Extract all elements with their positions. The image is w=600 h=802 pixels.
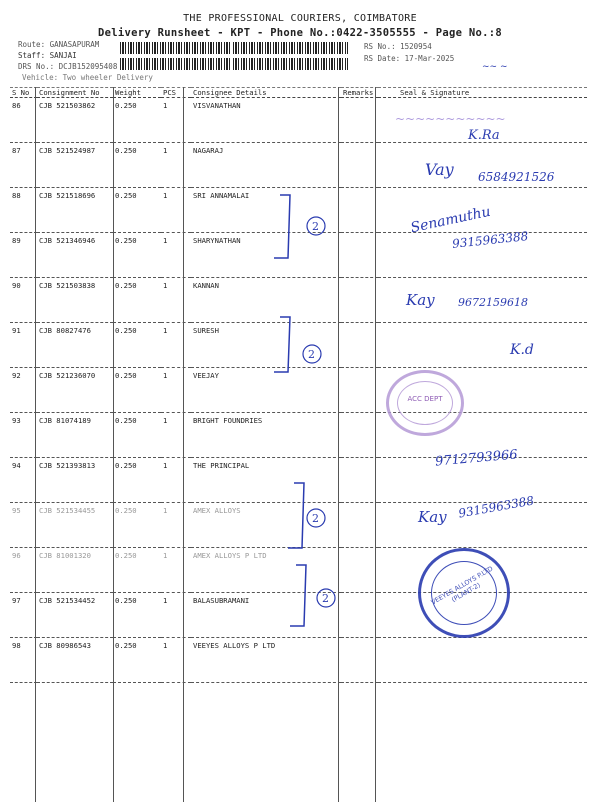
cell-weight: 0.250 [113, 548, 161, 593]
cell-seal-signature [378, 323, 587, 368]
cell-pcs: 1 [161, 368, 191, 413]
scribble-row86: ~~~~~~~~~~~ [395, 112, 506, 126]
cell-pcs: 1 [161, 548, 191, 593]
rs-date-label: RS Date: 17-Mar-2025 [364, 54, 455, 63]
bracket-mark-d [282, 560, 352, 635]
cell-sno: 96 [10, 548, 37, 593]
stamp-row98 [418, 548, 510, 638]
phone-row89: 9315963388 [451, 229, 529, 251]
circle-number-c: 2 [312, 512, 319, 525]
phone-row96: 9315963388 [457, 493, 535, 521]
runsheet-subtitle: Delivery Runsheet - KPT - Phone No.:0422-3505555 - Page No.:8 [98, 27, 502, 39]
col-weight: Weight [113, 88, 161, 98]
cell-remarks [341, 143, 378, 188]
cell-consignee: SURESH [191, 323, 341, 368]
col-pcs: PCS [161, 88, 191, 98]
drs-no-label: DRS No.: DCJB152095408 [18, 62, 118, 71]
cell-weight: 0.250 [113, 368, 161, 413]
cell-pcs: 1 [161, 413, 191, 458]
col-rule [338, 87, 339, 802]
cell-consignee: SRI ANNAMALAI [191, 188, 341, 233]
signature-row91: Kay [406, 291, 435, 309]
cell-remarks [341, 233, 378, 278]
cell-consignee: THE PRINCIPAL [191, 458, 341, 503]
rs-no-label: RS No.: 1520954 [364, 42, 432, 51]
cell-consignment: CJB 81001320 [37, 548, 113, 593]
table-header-row [10, 88, 587, 98]
stamp-row93 [386, 370, 464, 436]
signature-row92: K.d [510, 342, 534, 358]
cell-weight: 0.250 [113, 593, 161, 638]
signature-row86: K.Ra [468, 128, 500, 143]
cell-consignment: CJB 521503838 [37, 278, 113, 323]
cell-consignment: CJB 521236070 [37, 368, 113, 413]
col-rule [183, 87, 184, 802]
cell-sno: 88 [10, 188, 37, 233]
route-label: Route: GANASAPURAM [18, 40, 100, 49]
cell-sno: 95 [10, 503, 37, 548]
company-title: THE PROFESSIONAL COURIERS, COIMBATORE [183, 13, 417, 24]
cell-sno: 93 [10, 413, 37, 458]
cell-weight: 0.250 [113, 233, 161, 278]
cell-consignee: BRIGHT FOUNDRIES [191, 413, 341, 458]
cell-consignment: CJB 80827476 [37, 323, 113, 368]
cell-consignee: VEEJAY [191, 368, 341, 413]
vehicle-label: Vehicle: Two wheeler Delivery [22, 73, 153, 82]
cell-pcs: 1 [161, 458, 191, 503]
col-rule [113, 87, 114, 802]
cell-consignment: CJB 521503862 [37, 98, 113, 143]
cell-consignment: CJB 81074189 [37, 413, 113, 458]
col-rule [375, 87, 376, 802]
cell-remarks [341, 413, 378, 458]
col-sno: S No [10, 88, 37, 98]
cell-consignment: CJB 80986543 [37, 638, 113, 683]
cell-weight: 0.250 [113, 98, 161, 143]
cell-weight: 0.250 [113, 323, 161, 368]
bracket-mark-c [280, 478, 350, 558]
cell-weight: 0.250 [113, 458, 161, 503]
cell-weight: 0.250 [113, 413, 161, 458]
cell-weight: 0.250 [113, 188, 161, 233]
phone-row88: 6584921526 [478, 170, 555, 184]
cell-remarks [341, 323, 378, 368]
cell-consignment: CJB 521534455 [37, 503, 113, 548]
cell-sno: 92 [10, 368, 37, 413]
circle-number-b: 2 [308, 348, 315, 361]
barcode-3 [233, 42, 348, 54]
signature-row88: Vay [425, 160, 454, 179]
cell-pcs: 1 [161, 593, 191, 638]
cell-sno: 90 [10, 278, 37, 323]
stamp-row98-text: VEEYES ALLOYS P.LTD (PLANT-2) [429, 564, 495, 607]
col-consignment: Consignment No [37, 88, 113, 98]
cell-consignment: CJB 521518696 [37, 188, 113, 233]
cell-consignment: CJB 521524987 [37, 143, 113, 188]
barcode-1 [120, 42, 230, 54]
header-scribble: ~~ ~ [482, 62, 508, 72]
cell-sno: 98 [10, 638, 37, 683]
col-rule [35, 87, 36, 802]
cell-consignee: VISVANATHAN [191, 98, 341, 143]
cell-consignee: AMEX ALLOYS [191, 503, 341, 548]
cell-consignment: CJB 521393813 [37, 458, 113, 503]
cell-pcs: 1 [161, 638, 191, 683]
cell-weight: 0.250 [113, 638, 161, 683]
cell-consignee: NAGARAJ [191, 143, 341, 188]
cell-pcs: 1 [161, 503, 191, 548]
cell-pcs: 1 [161, 233, 191, 278]
staff-label: Staff: SANJAI [18, 51, 77, 60]
cell-remarks [341, 188, 378, 233]
col-remarks: Remarks [341, 88, 378, 98]
cell-seal-signature [378, 638, 587, 683]
cell-sno: 87 [10, 143, 37, 188]
cell-weight: 0.250 [113, 503, 161, 548]
cell-consignee: AMEX ALLOYS P LTD [191, 548, 341, 593]
table-row [10, 638, 587, 683]
cell-pcs: 1 [161, 98, 191, 143]
cell-consignee: BALASUBRAMANI [191, 593, 341, 638]
cell-weight: 0.250 [113, 278, 161, 323]
cell-pcs: 1 [161, 188, 191, 233]
cell-consignment: CJB 521346946 [37, 233, 113, 278]
cell-remarks [341, 368, 378, 413]
cell-remarks [341, 638, 378, 683]
cell-consignee: KANNAN [191, 278, 341, 323]
signature-row89: Senamuthu [409, 203, 492, 237]
col-seal-signature: Seal & Signature [378, 88, 587, 98]
cell-consignee: VEEYES ALLOYS P LTD [191, 638, 341, 683]
cell-sno: 86 [10, 98, 37, 143]
cell-pcs: 1 [161, 278, 191, 323]
cell-sno: 89 [10, 233, 37, 278]
cell-remarks [341, 278, 378, 323]
cell-sno: 91 [10, 323, 37, 368]
cell-consignment: CJB 521534452 [37, 593, 113, 638]
cell-pcs: 1 [161, 323, 191, 368]
circle-number-d: 2 [322, 592, 329, 605]
col-consignee: Consignee Details [191, 88, 341, 98]
cell-sno: 94 [10, 458, 37, 503]
barcode-4 [233, 58, 348, 70]
cell-consignee: SHARYNATHAN [191, 233, 341, 278]
cell-remarks [341, 98, 378, 143]
stamp-row93-text: ACC DEPT [407, 395, 443, 403]
barcode-2 [120, 58, 230, 70]
cell-sno: 97 [10, 593, 37, 638]
phone-row91: 9672159618 [458, 296, 528, 309]
phone-row94: 9712793966 [434, 447, 519, 470]
bracket-mark-a [266, 190, 336, 265]
bracket-mark-b [266, 312, 336, 382]
circle-number-a: 2 [312, 220, 319, 233]
cell-pcs: 1 [161, 143, 191, 188]
signature-row96: Kay [418, 508, 447, 526]
cell-weight: 0.250 [113, 143, 161, 188]
